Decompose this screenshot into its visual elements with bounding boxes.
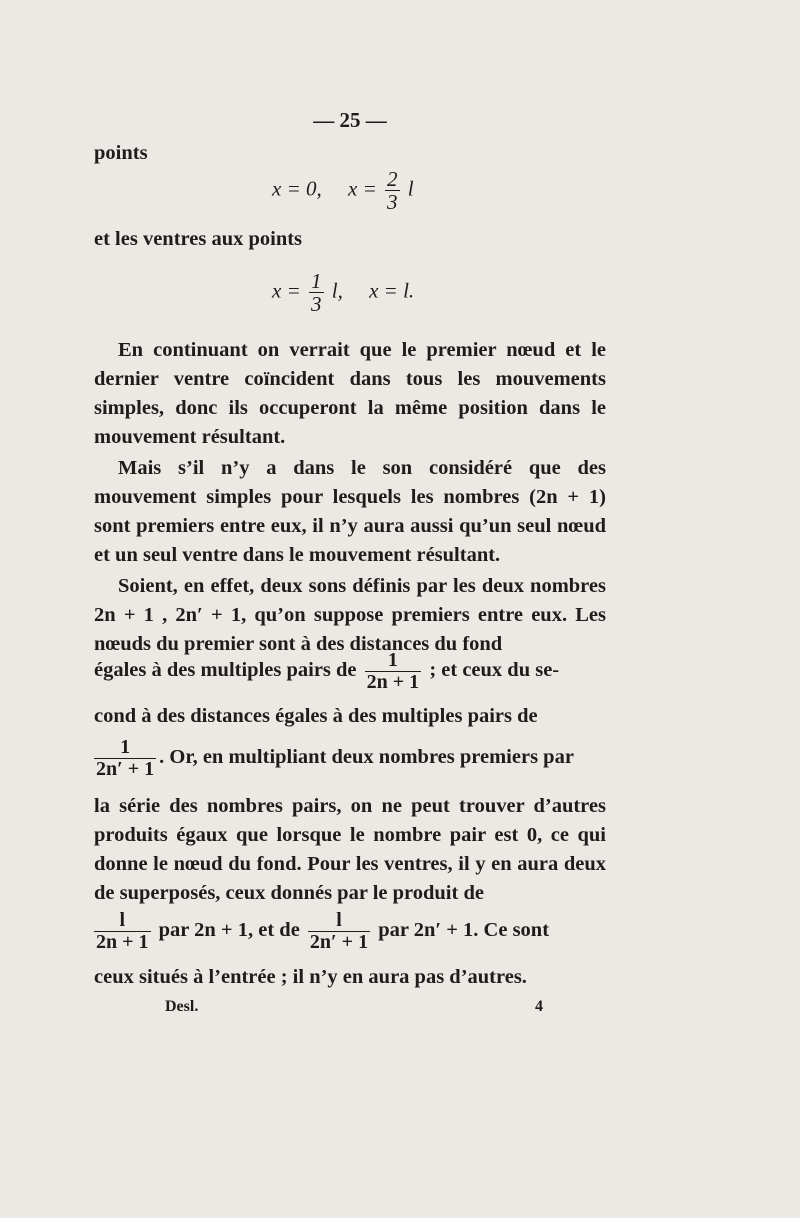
equation-ventres xyxy=(272,270,414,315)
sheet-number: 4 xyxy=(535,998,543,1015)
eq1-part-a: x = 0, xyxy=(272,176,322,201)
eq1-part-b: x = xyxy=(348,176,377,201)
eq1-tail: l xyxy=(407,176,414,201)
paragraph-2: Mais s’il n’y a dans le son considéré que des mouvement simples pour lesquels les nombres (2n + 1) sont premiers entre eux, il n’y aura aussi qu’un seul nœud et un seul ventre dans le mouvement résultant. xyxy=(94,457,606,566)
p3-text-b: ; et ceux du se- xyxy=(429,659,560,682)
paragraph-3-part-1: Soient, en effet, deux sons définis par les deux nombres 2n + 1 , 2n′ + 1, qu’on suppose premiers entre eux. Les nœuds du premier sont à des distances du fond xyxy=(94,575,606,655)
eq2-part-b: x = l. xyxy=(369,278,415,303)
eq2-fraction: $\frac{1}{3}$ xyxy=(311,269,322,317)
paragraph-3-continuation xyxy=(94,792,606,908)
line-ventres: et les ventres aux points xyxy=(94,228,303,250)
paragraph-3-line-fractions-3-4 xyxy=(94,910,606,953)
p3-text-d: la série des nombres pairs, on ne peut trouver d’autres produits égaux que lorsque le nombre pair est 0, ce qui donne le nœud du fond. Pour les ventres, il y en aura deux de superposés, ceux donnés par le produit de xyxy=(94,795,606,904)
equation-nodes xyxy=(272,168,414,213)
fraction-l-over-2n-prime-plus-1: $\frac{l}{2n' + 1}$ xyxy=(309,909,369,953)
fraction-1-over-2n-prime-plus-1: $\frac{1}{2n' + 1}$ xyxy=(96,736,155,780)
page-number: — 25 — xyxy=(313,108,387,132)
eq1-fraction: $\frac{2}{3}$ xyxy=(387,167,398,215)
paragraph-1: En continuant on verrait que le premier nœud et le dernier ventre coïncident dans tous les mouvements simples, donc ils occuperont la même position dans le mouvement résultant. xyxy=(94,339,606,448)
body-text xyxy=(94,336,606,659)
p3-text-e: par 2n + 1, et de xyxy=(158,919,300,942)
eq2-tail: l, xyxy=(331,278,343,303)
p3-text-f: par 2n′ + 1. Ce sont xyxy=(378,919,550,942)
paragraph-3-line-3: cond à des distances égales à des multiples pairs de xyxy=(94,705,538,727)
p3-text-c: . Or, en multipliant deux nombres premiers par xyxy=(159,746,574,769)
eq2-part-a: x = xyxy=(272,278,301,303)
fraction-1-over-2n-plus-1: $\frac{1}{2n + 1}$ xyxy=(366,649,420,693)
p3-text-a: égales à des multiples pairs de xyxy=(94,659,357,682)
paragraph-3-line-fraction-1 xyxy=(94,650,606,693)
printer-signature: Desl. xyxy=(165,998,199,1015)
fraction-l-over-2n-plus-1: $\frac{l}{2n + 1}$ xyxy=(96,909,149,953)
paragraph-3-line-fraction-2 xyxy=(94,737,606,780)
paragraph-3-last-line: ceux situés à l’entrée ; il n’y en aura pas d’autres. xyxy=(94,966,527,988)
line-points: points xyxy=(94,142,148,164)
